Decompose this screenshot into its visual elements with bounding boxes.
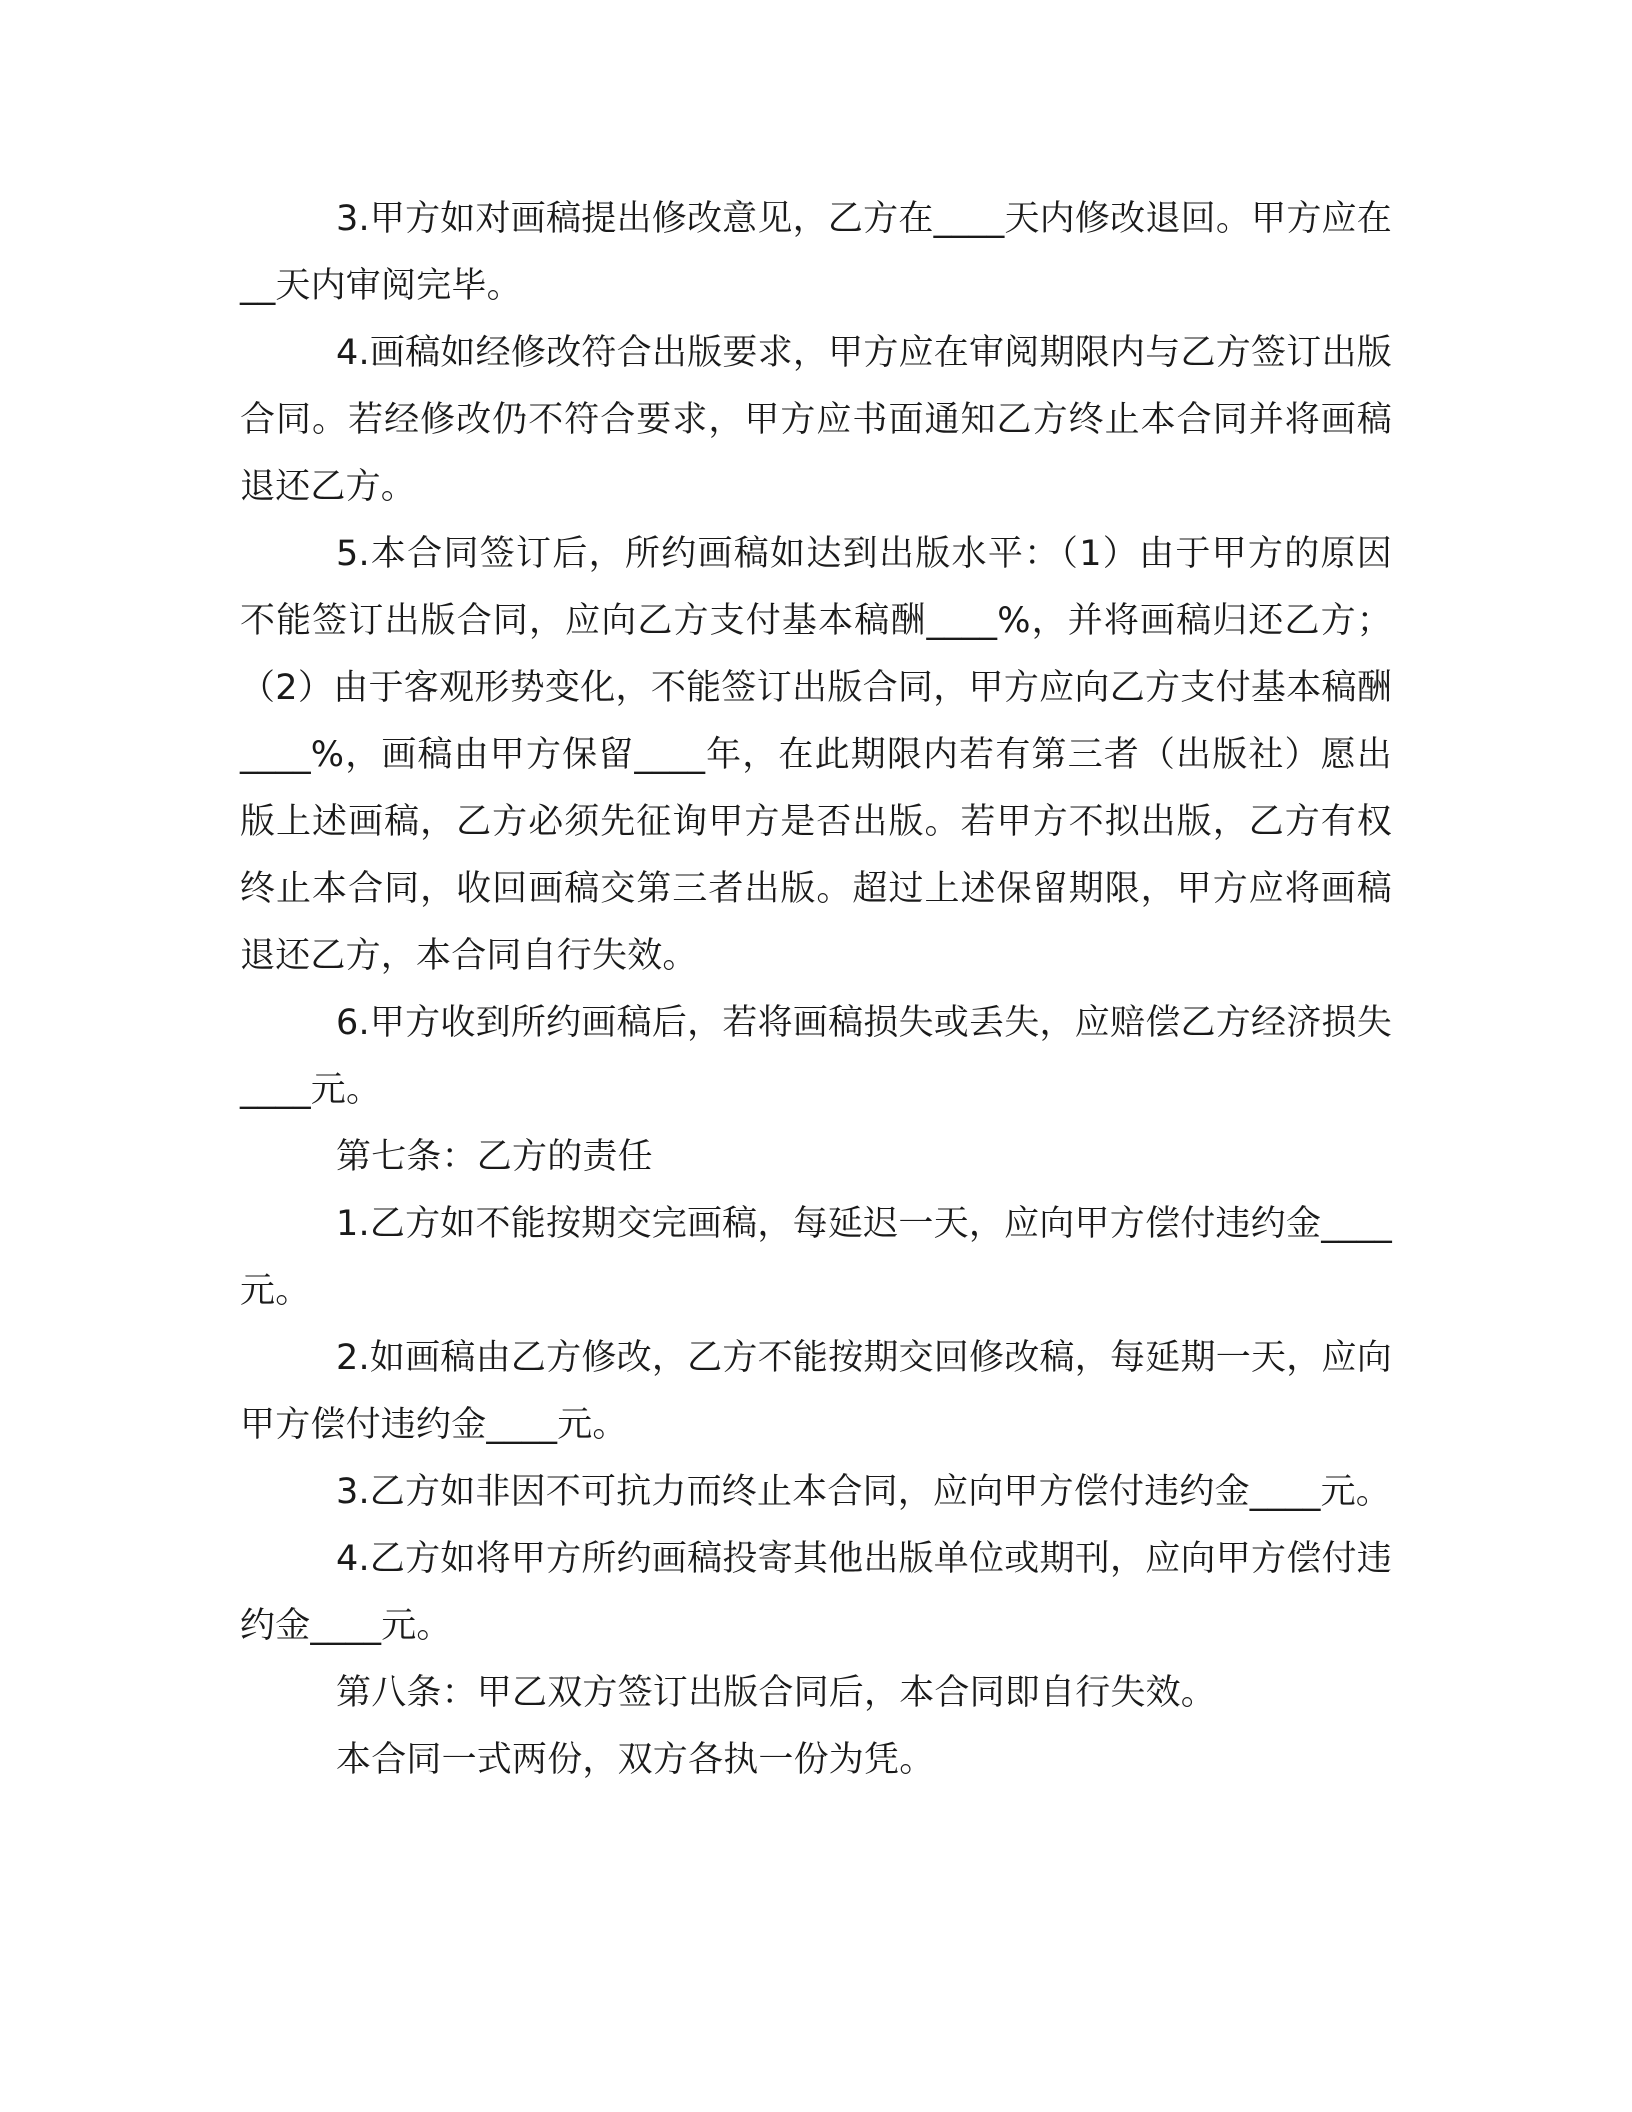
article-7-item-3: 3.乙方如非因不可抗力而终止本合同，应向甲方偿付违约金____元。 bbox=[336, 1472, 1391, 1512]
document-body bbox=[240, 186, 1392, 1794]
article-7-item-4: 4.乙方如将甲方所约画稿投寄其他出版单位或期刊，应向甲方偿付违约金____元。 bbox=[240, 1539, 1392, 1646]
clause-paragraph-5: 5.本合同签订后，所约画稿如达到出版水平：（1）由于甲方的原因不能签订出版合同，应向乙方支付基本稿酬____%，并将画稿归还乙方；（2）由于客观形势变化，不能签订出版合同，甲方应向乙方支付基本稿酬____%，画稿由甲方保留____年，在此期限内若有第三者（出版社）愿出版上述画稿，乙方必须先征询甲方是否出版。若甲方不拟出版，乙方有权终止本合同，收回画稿交第三者出版。超过上述保留期限，甲方应将画稿退还乙方，本合同自行失效。 bbox=[240, 534, 1392, 976]
clause-paragraph-3: 3.甲方如对画稿提出修改意见，乙方在____天内修改退回。甲方应在__天内审阅完毕。 bbox=[240, 199, 1392, 306]
closing-statement: 本合同一式两份，双方各执一份为凭。 bbox=[336, 1740, 935, 1780]
article-8: 第八条：甲乙双方签订出版合同后，本合同即自行失效。 bbox=[336, 1673, 1217, 1713]
clause-paragraph-6: 6.甲方收到所约画稿后，若将画稿损失或丢失，应赔偿乙方经济损失____元。 bbox=[240, 1003, 1392, 1110]
article-7-item-2: 2.如画稿由乙方修改，乙方不能按期交回修改稿，每延期一天，应向甲方偿付违约金____元。 bbox=[240, 1338, 1392, 1445]
article-7-heading: 第七条：乙方的责任 bbox=[336, 1137, 653, 1177]
article-7-item-1: 1.乙方如不能按期交完画稿，每延迟一天，应向甲方偿付违约金____元。 bbox=[240, 1204, 1392, 1311]
clause-paragraph-4: 4.画稿如经修改符合出版要求，甲方应在审阅期限内与乙方签订出版合同。若经修改仍不符合要求，甲方应书面通知乙方终止本合同并将画稿退还乙方。 bbox=[240, 333, 1392, 507]
